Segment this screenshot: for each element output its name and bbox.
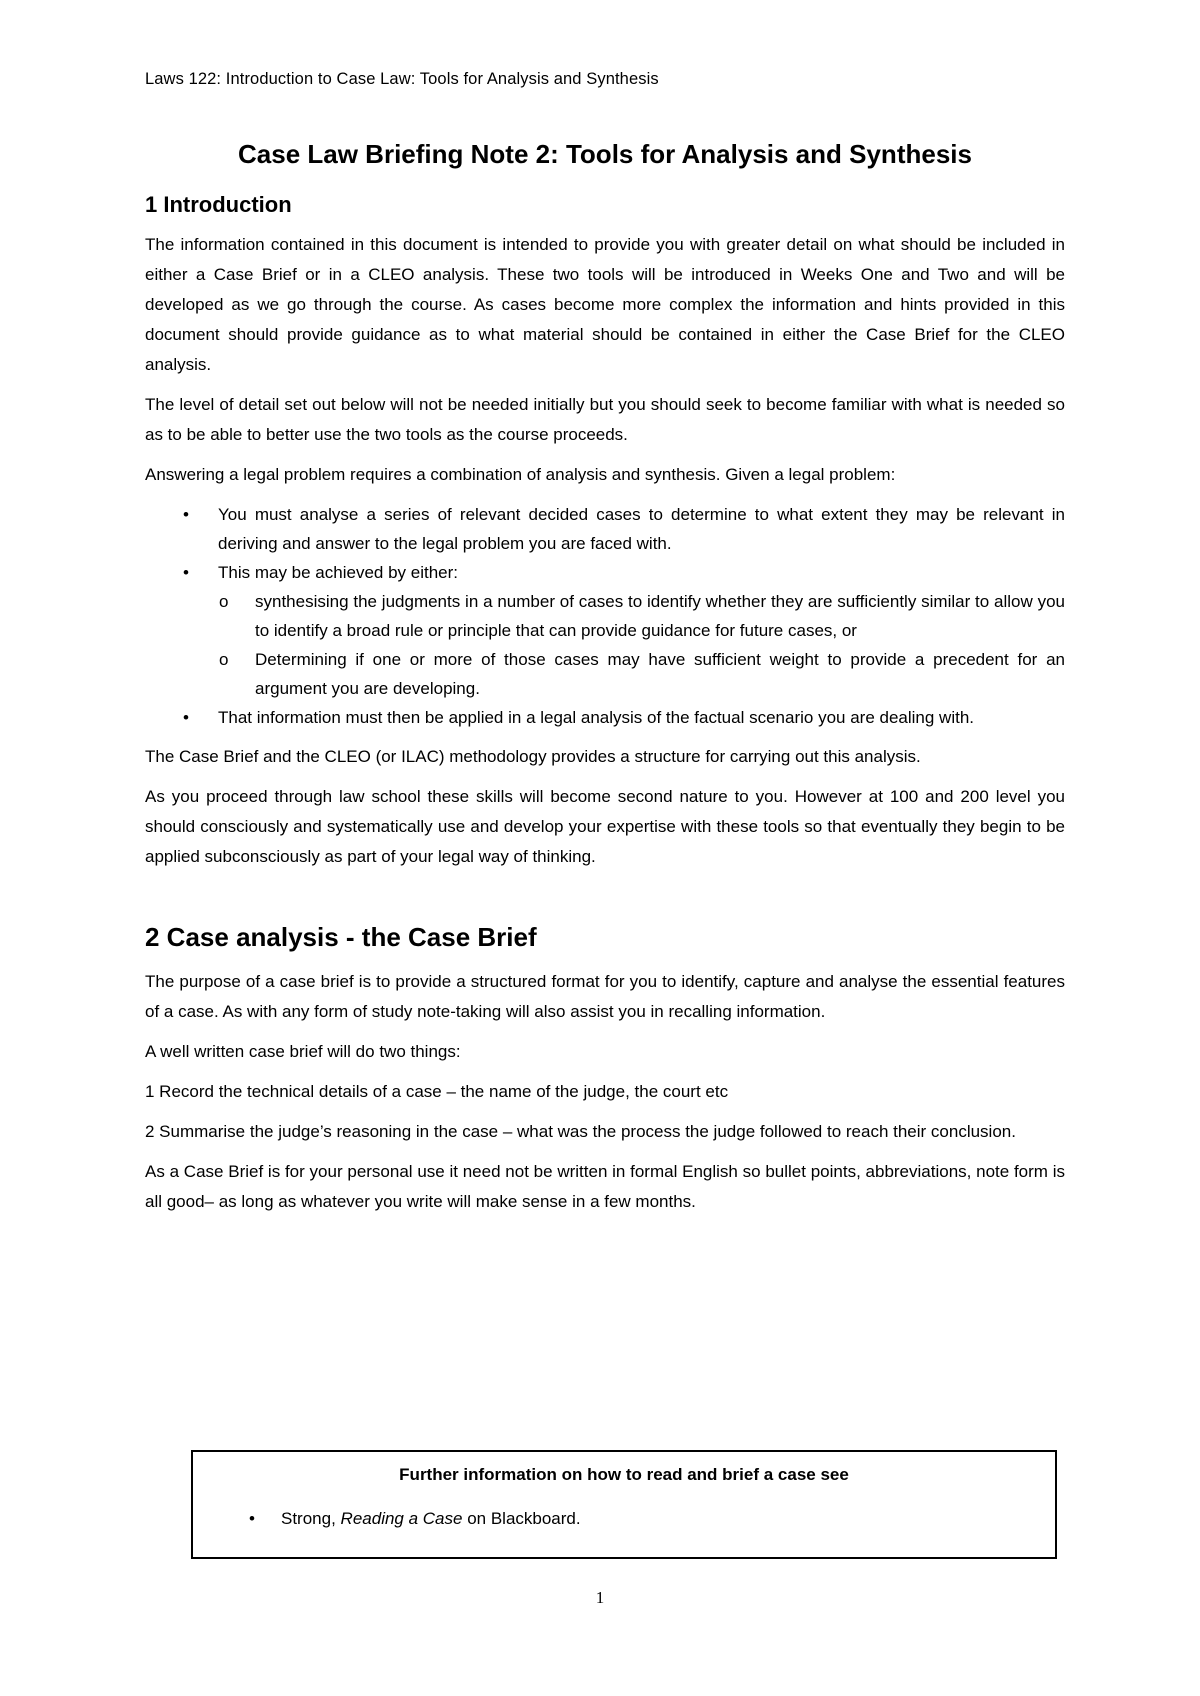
list-item-text: That information must then be applied in a legal analysis of the factual scenario you are dealing with. bbox=[218, 708, 975, 727]
intro-paragraph-2: The level of detail set out below will not be needed initially but you should seek to become familiar with what is needed so as to be able to better use the two tools as the course proceeds. bbox=[145, 395, 1065, 444]
list-item-text: You must analyse a series of relevant decided cases to determine to what extent they may be relevant in deriving and answer to the legal problem you are faced with. bbox=[218, 505, 1065, 553]
analysis-bullet-list bbox=[145, 500, 1065, 732]
sub-list-item-text: Determining if one or more of those cases may have sufficient weight to provide a precedent for an argument you are developing. bbox=[255, 650, 1065, 698]
info-box-item-suffix: on Blackboard. bbox=[462, 1509, 581, 1528]
list-item bbox=[145, 703, 1065, 732]
sub-list-item bbox=[218, 587, 1065, 645]
sub-bullet-list bbox=[218, 587, 1065, 703]
case-brief-paragraph-5: As a Case Brief is for your personal use it need not be written in formal English so bullet points, abbreviations, note form is all good– as long as whatever you write will make sense in a few months. bbox=[145, 1162, 1065, 1211]
page-number: 1 bbox=[595, 1588, 605, 1607]
section-1-heading: 1 Introduction bbox=[145, 192, 292, 217]
bullet-icon: • bbox=[183, 708, 189, 727]
bullet-icon: • bbox=[183, 563, 189, 582]
list-item bbox=[145, 500, 1065, 558]
case-brief-paragraph-2: A well written case brief will do two things: bbox=[145, 1042, 461, 1061]
sub-list-item-text: synthesising the judgments in a number of cases to identify whether they are sufficiently similar to allow you to identify a broad rule or principle that can provide guidance for future cases, or bbox=[255, 592, 1065, 640]
intro-paragraph-1: The information contained in this document is intended to provide you with greater detail on what should be included in either a Case Brief or in a CLEO analysis. These two tools will be introduced in Weeks One and Two and will be developed as we go through the course. As cases become more complex the information and hints provided in this document should provide guidance as to what material should be contained in either the Case Brief for the CLEO analysis. bbox=[145, 235, 1065, 374]
document-title: Case Law Briefing Note 2: Tools for Analysis and Synthesis bbox=[238, 139, 972, 169]
list-item bbox=[145, 558, 1065, 703]
info-box-title: Further information on how to read and brief a case see bbox=[399, 1465, 849, 1484]
section-spacer bbox=[145, 882, 1065, 922]
bullet-icon: • bbox=[249, 1509, 255, 1528]
case-brief-paragraph-1: The purpose of a case brief is to provide a structured format for you to identify, capture and analyse the essential features of a case. As with any form of study note-taking will also assist you in recalling information. bbox=[145, 972, 1065, 1021]
intro-paragraph-4: The Case Brief and the CLEO (or ILAC) methodology provides a structure for carrying out this analysis. bbox=[145, 747, 921, 766]
case-brief-paragraph-4: 2 Summarise the judge’s reasoning in the case – what was the process the judge followed to reach their conclusion. bbox=[145, 1122, 1016, 1141]
case-brief-paragraph-3: 1 Record the technical details of a case – the name of the judge, the court etc bbox=[145, 1082, 729, 1101]
sub-list-item bbox=[218, 645, 1065, 703]
section-2-heading: 2 Case analysis - the Case Brief bbox=[145, 922, 537, 952]
intro-paragraph-5: As you proceed through law school these skills will become second nature to you. However at 100 and 200 level you should consciously and systematically use and develop your expertise with these tools so that eventually they begin to be applied subconsciously as part of your legal way of thinking. bbox=[145, 787, 1065, 866]
info-box-item-italic: Reading a Case bbox=[340, 1509, 463, 1528]
info-box-item bbox=[193, 1506, 1055, 1532]
bullet-icon: • bbox=[183, 505, 189, 524]
further-info-box bbox=[191, 1450, 1057, 1559]
sub-bullet-icon: o bbox=[219, 592, 229, 611]
running-header: Laws 122: Introduction to Case Law: Tools for Analysis and Synthesis bbox=[145, 70, 659, 88]
info-box-item-prefix: Strong, bbox=[281, 1509, 341, 1528]
list-item-text: This may be achieved by either: bbox=[218, 563, 459, 582]
document-page bbox=[145, 70, 1065, 1227]
sub-bullet-icon: o bbox=[219, 650, 229, 669]
intro-paragraph-3: Answering a legal problem requires a combination of analysis and synthesis. Given a legal problem: bbox=[145, 465, 896, 484]
